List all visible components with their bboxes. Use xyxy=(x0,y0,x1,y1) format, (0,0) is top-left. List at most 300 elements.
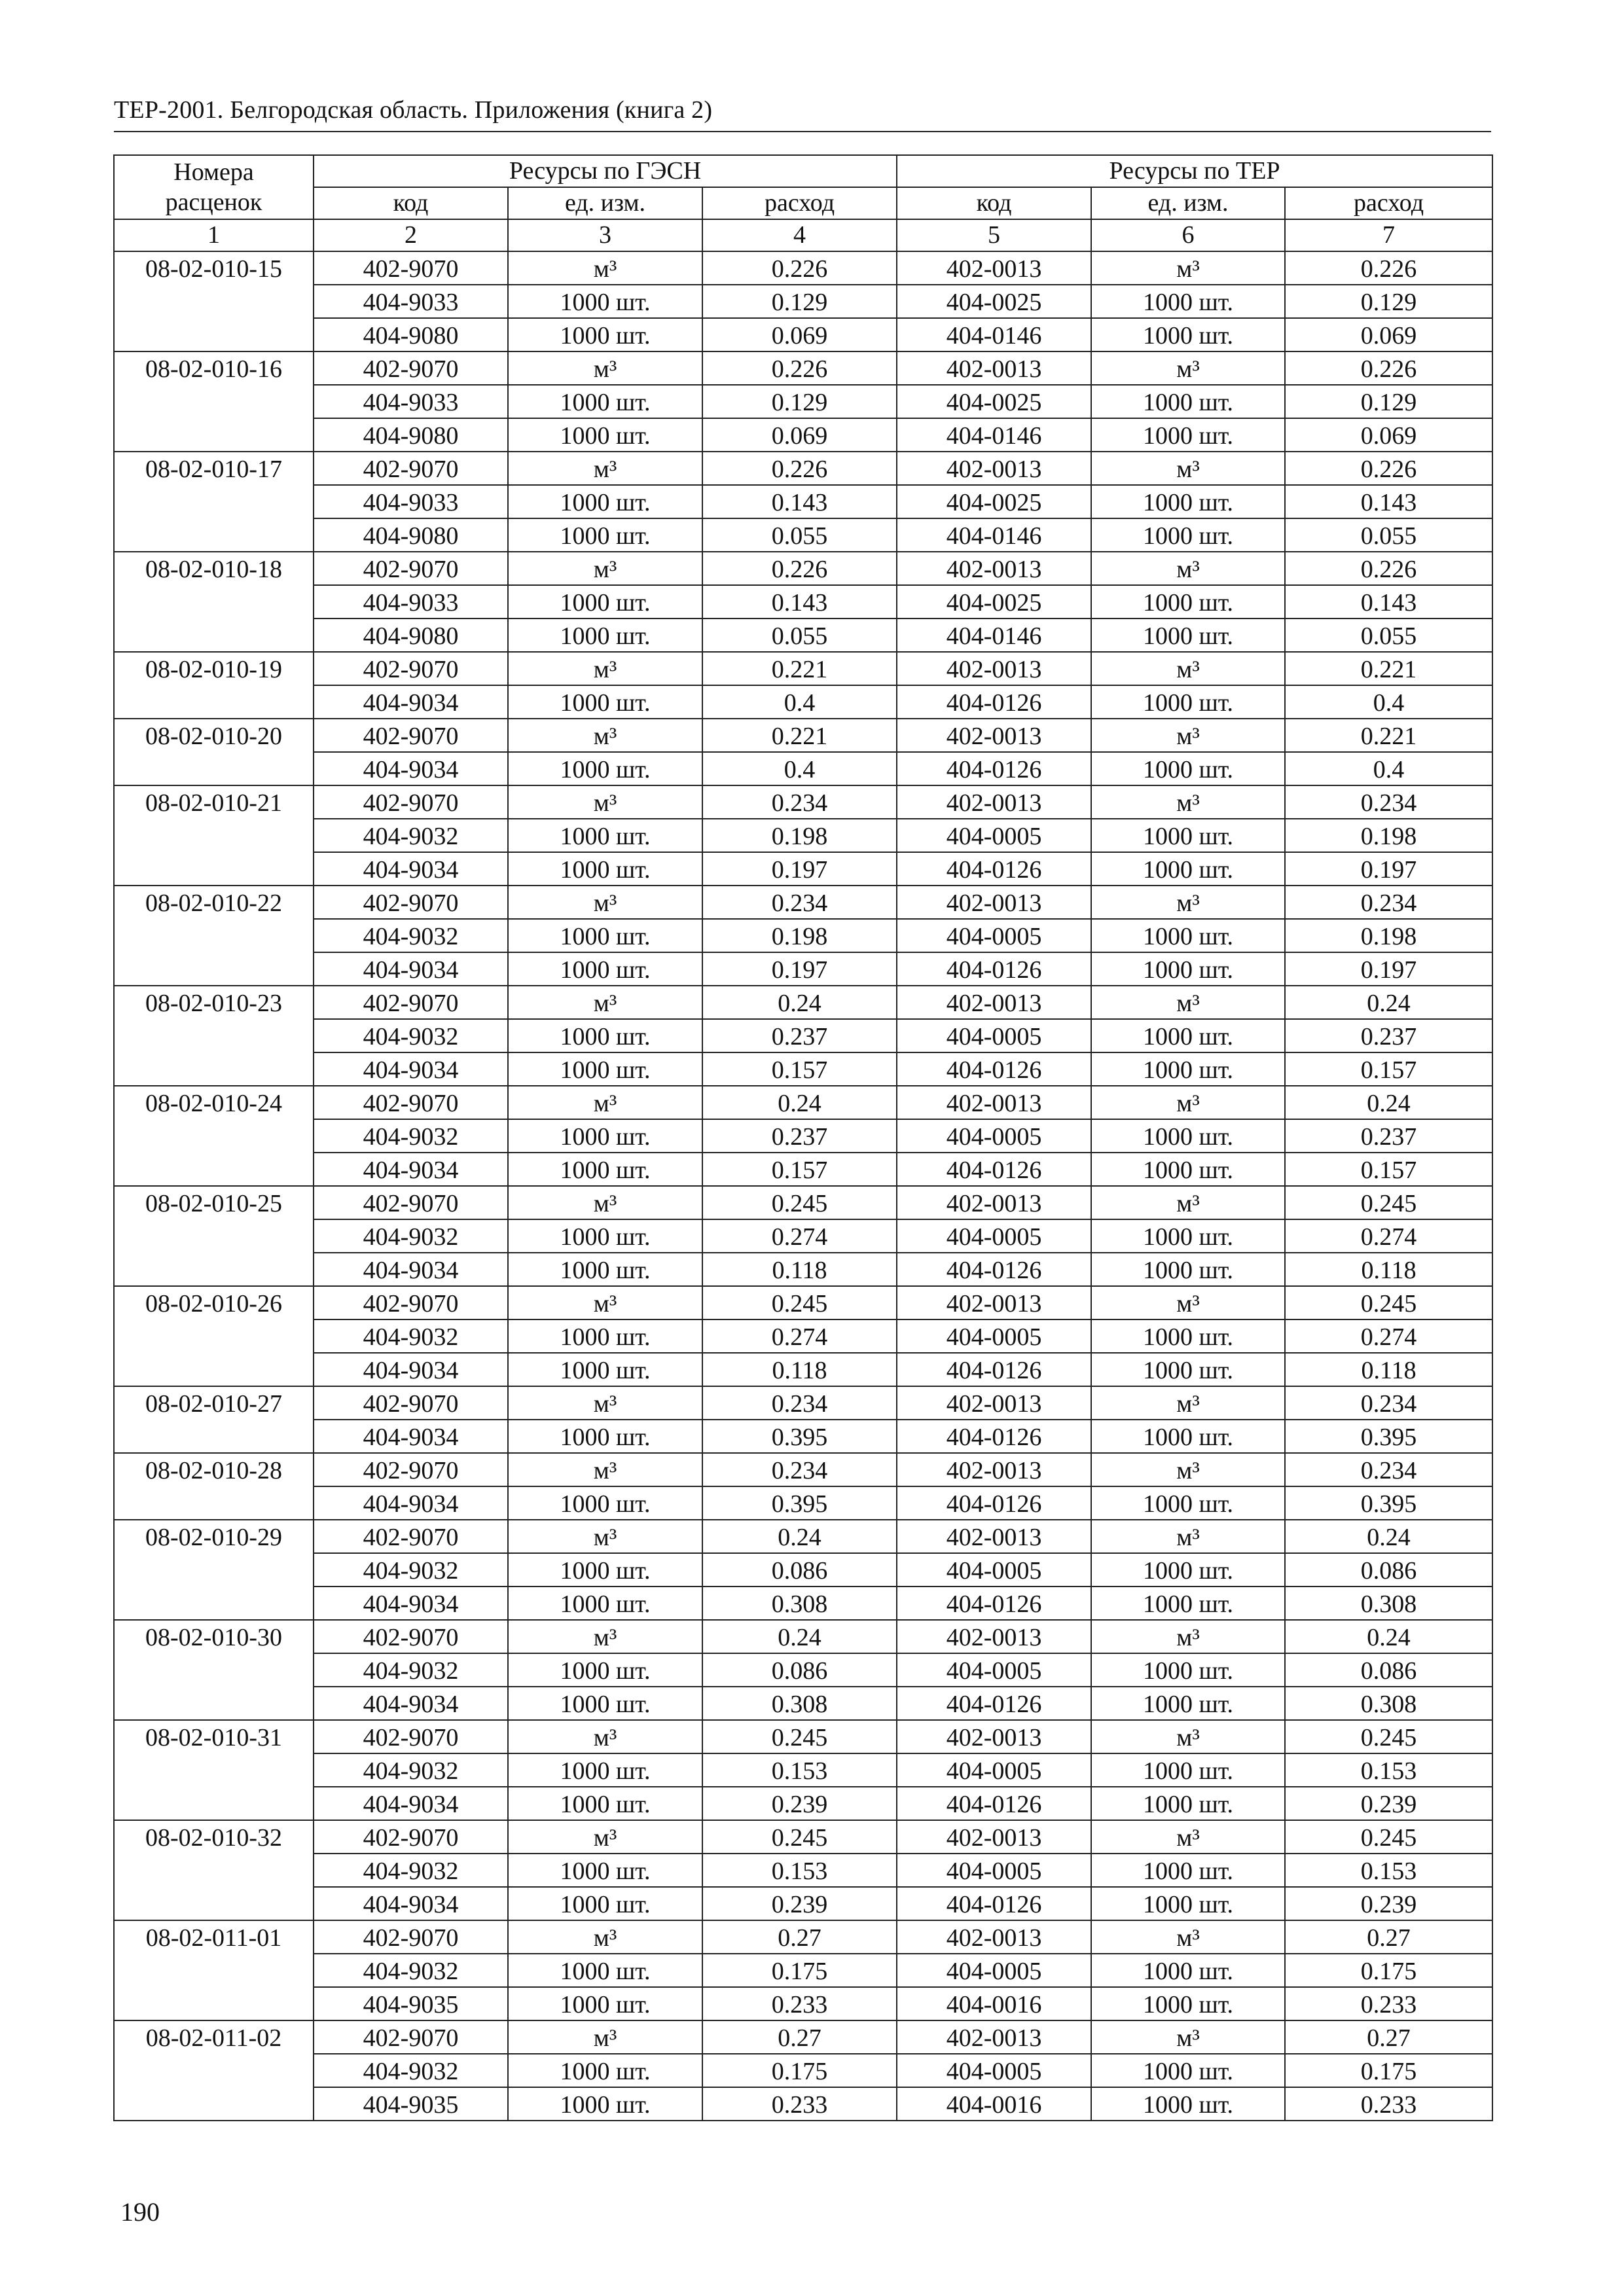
gesn-unit-cell: 1000 шт. xyxy=(508,1319,702,1353)
gesn-amount-cell: 0.27 xyxy=(702,1920,897,1954)
ter-unit-cell: м³ xyxy=(1091,1920,1285,1954)
gesn-code-cell: 404-9033 xyxy=(314,585,508,619)
gesn-unit-cell: м³ xyxy=(508,1286,702,1319)
ter-code-cell: 402-0013 xyxy=(897,719,1091,752)
gesn-unit-cell: 1000 шт. xyxy=(508,952,702,986)
table-row xyxy=(114,719,1492,752)
gesn-amount-cell: 0.237 xyxy=(702,1019,897,1052)
table-row xyxy=(114,1787,1492,1820)
table-row xyxy=(114,685,1492,719)
rate-numbers-header: Номера расценок xyxy=(114,155,314,219)
table-row xyxy=(114,1420,1492,1453)
rate-number-cell: 08-02-010-18 xyxy=(114,552,314,652)
gesn-code-cell: 404-9032 xyxy=(314,1119,508,1153)
ter-amount-cell: 0.226 xyxy=(1285,552,1492,585)
ter-unit-cell: 1000 шт. xyxy=(1091,1787,1285,1820)
ter-unit-cell: м³ xyxy=(1091,1186,1285,1219)
rate-number-cell: 08-02-011-01 xyxy=(114,1920,314,2020)
gesn-unit-cell: 1000 шт. xyxy=(508,1052,702,1086)
gesn-unit-cell: 1000 шт. xyxy=(508,1753,702,1787)
gesn-unit-cell: 1000 шт. xyxy=(508,752,702,785)
ter-unit-cell: 1000 шт. xyxy=(1091,1587,1285,1620)
gesn-amount-header: расход xyxy=(702,187,897,219)
gesn-code-cell: 404-9032 xyxy=(314,1854,508,1887)
ter-code-cell: 404-0025 xyxy=(897,385,1091,418)
ter-unit-cell: м³ xyxy=(1091,1386,1285,1420)
ter-amount-cell: 0.055 xyxy=(1285,619,1492,652)
gesn-code-cell: 404-9035 xyxy=(314,1987,508,2020)
ter-amount-cell: 0.233 xyxy=(1285,1987,1492,2020)
ter-amount-cell: 0.069 xyxy=(1285,418,1492,452)
gesn-code-cell: 404-9033 xyxy=(314,385,508,418)
gesn-amount-cell: 0.226 xyxy=(702,251,897,285)
gesn-amount-cell: 0.055 xyxy=(702,619,897,652)
ter-unit-cell: 1000 шт. xyxy=(1091,952,1285,986)
gesn-code-cell: 404-9033 xyxy=(314,285,508,318)
ter-code-cell: 404-0146 xyxy=(897,318,1091,351)
rate-number-cell: 08-02-010-23 xyxy=(114,986,314,1086)
ter-code-cell: 404-0005 xyxy=(897,2054,1091,2087)
column-number: 6 xyxy=(1091,219,1285,251)
gesn-amount-cell: 0.069 xyxy=(702,318,897,351)
gesn-code-cell: 402-9070 xyxy=(314,552,508,585)
table-row xyxy=(114,1153,1492,1186)
gesn-unit-cell: 1000 шт. xyxy=(508,1887,702,1920)
ter-unit-cell: м³ xyxy=(1091,251,1285,285)
gesn-unit-cell: м³ xyxy=(508,1820,702,1854)
table-header xyxy=(114,155,1492,251)
gesn-amount-cell: 0.197 xyxy=(702,952,897,986)
table-row xyxy=(114,1119,1492,1153)
ter-amount-cell: 0.24 xyxy=(1285,986,1492,1019)
ter-unit-cell: м³ xyxy=(1091,652,1285,685)
ter-unit-cell: 1000 шт. xyxy=(1091,1253,1285,1286)
ter-amount-cell: 0.24 xyxy=(1285,1620,1492,1653)
gesn-amount-cell: 0.245 xyxy=(702,1286,897,1319)
gesn-code-cell: 402-9070 xyxy=(314,251,508,285)
rate-number-cell: 08-02-010-26 xyxy=(114,1286,314,1386)
gesn-unit-cell: 1000 шт. xyxy=(508,2054,702,2087)
ter-unit-cell: м³ xyxy=(1091,2020,1285,2054)
ter-unit-cell: м³ xyxy=(1091,1520,1285,1553)
gesn-amount-cell: 0.143 xyxy=(702,485,897,518)
gesn-code-cell: 402-9070 xyxy=(314,1620,508,1653)
gesn-code-cell: 404-9033 xyxy=(314,485,508,518)
ter-amount-cell: 0.086 xyxy=(1285,1653,1492,1687)
column-number: 1 xyxy=(114,219,314,251)
ter-code-cell: 404-0005 xyxy=(897,1019,1091,1052)
ter-code-cell: 402-0013 xyxy=(897,986,1091,1019)
gesn-code-cell: 404-9035 xyxy=(314,2087,508,2121)
ter-unit-cell: м³ xyxy=(1091,1086,1285,1119)
table-row xyxy=(114,585,1492,619)
ter-code-cell: 404-0126 xyxy=(897,1353,1091,1386)
ter-amount-cell: 0.274 xyxy=(1285,1219,1492,1253)
gesn-amount-cell: 0.308 xyxy=(702,1687,897,1720)
gesn-amount-cell: 0.221 xyxy=(702,719,897,752)
ter-unit-cell: 1000 шт. xyxy=(1091,518,1285,552)
gesn-amount-cell: 0.24 xyxy=(702,1086,897,1119)
ter-unit-cell: 1000 шт. xyxy=(1091,919,1285,952)
ter-code-cell: 404-0146 xyxy=(897,418,1091,452)
column-number: 4 xyxy=(702,219,897,251)
table-row xyxy=(114,652,1492,685)
ter-amount-cell: 0.24 xyxy=(1285,1520,1492,1553)
ter-code-cell: 404-0016 xyxy=(897,2087,1091,2121)
ter-code-cell: 402-0013 xyxy=(897,652,1091,685)
table-row xyxy=(114,2087,1492,2121)
gesn-amount-cell: 0.274 xyxy=(702,1319,897,1353)
gesn-unit-cell: м³ xyxy=(508,986,702,1019)
ter-amount-cell: 0.234 xyxy=(1285,886,1492,919)
ter-code-cell: 404-0126 xyxy=(897,1253,1091,1286)
ter-code-cell: 404-0126 xyxy=(897,685,1091,719)
gesn-code-cell: 404-9034 xyxy=(314,1486,508,1520)
gesn-code-cell: 404-9034 xyxy=(314,1052,508,1086)
gesn-code-cell: 402-9070 xyxy=(314,1720,508,1753)
gesn-amount-cell: 0.086 xyxy=(702,1553,897,1587)
ter-unit-cell: 1000 шт. xyxy=(1091,1353,1285,1386)
ter-amount-cell: 0.129 xyxy=(1285,285,1492,318)
ter-code-cell: 404-0126 xyxy=(897,1420,1091,1453)
gesn-amount-cell: 0.069 xyxy=(702,418,897,452)
ter-amount-cell: 0.233 xyxy=(1285,2087,1492,2121)
gesn-amount-cell: 0.086 xyxy=(702,1653,897,1687)
rate-number-cell: 08-02-010-32 xyxy=(114,1820,314,1920)
ter-group-header: Ресурсы по ТЕР xyxy=(897,155,1492,187)
gesn-unit-cell: 1000 шт. xyxy=(508,285,702,318)
gesn-unit-cell: 1000 шт. xyxy=(508,819,702,852)
ter-amount-cell: 0.237 xyxy=(1285,1119,1492,1153)
gesn-amount-cell: 0.395 xyxy=(702,1486,897,1520)
table-row xyxy=(114,1520,1492,1553)
gesn-amount-cell: 0.118 xyxy=(702,1353,897,1386)
resources-table xyxy=(113,154,1493,2121)
table-row xyxy=(114,285,1492,318)
table-body xyxy=(114,251,1492,2121)
ter-unit-cell: м³ xyxy=(1091,886,1285,919)
gesn-unit-cell: 1000 шт. xyxy=(508,619,702,652)
rate-number-cell: 08-02-010-19 xyxy=(114,652,314,719)
ter-amount-cell: 0.175 xyxy=(1285,1954,1492,1987)
ter-amount-cell: 0.198 xyxy=(1285,819,1492,852)
ter-code-cell: 404-0005 xyxy=(897,1553,1091,1587)
table-row xyxy=(114,1353,1492,1386)
gesn-unit-cell: 1000 шт. xyxy=(508,2087,702,2121)
ter-amount-cell: 0.245 xyxy=(1285,1820,1492,1854)
ter-unit-cell: 1000 шт. xyxy=(1091,1420,1285,1453)
gesn-code-cell: 404-9034 xyxy=(314,1687,508,1720)
ter-unit-cell: 1000 шт. xyxy=(1091,2087,1285,2121)
table-row xyxy=(114,452,1492,485)
ter-unit-cell: м³ xyxy=(1091,351,1285,385)
ter-code-cell: 404-0016 xyxy=(897,1987,1091,2020)
gesn-amount-cell: 0.24 xyxy=(702,1520,897,1553)
gesn-code-cell: 404-9034 xyxy=(314,752,508,785)
ter-code-cell: 404-0025 xyxy=(897,585,1091,619)
ter-code-cell: 402-0013 xyxy=(897,1453,1091,1486)
gesn-amount-cell: 0.234 xyxy=(702,785,897,819)
gesn-unit-cell: м³ xyxy=(508,1453,702,1486)
ter-amount-header: расход xyxy=(1285,187,1492,219)
ter-code-cell: 404-0005 xyxy=(897,819,1091,852)
ter-amount-cell: 0.245 xyxy=(1285,1720,1492,1753)
gesn-code-cell: 402-9070 xyxy=(314,1086,508,1119)
gesn-code-cell: 404-9080 xyxy=(314,318,508,351)
gesn-code-cell: 404-9032 xyxy=(314,819,508,852)
ter-amount-cell: 0.197 xyxy=(1285,852,1492,886)
gesn-code-cell: 404-9032 xyxy=(314,1019,508,1052)
ter-unit-cell: 1000 шт. xyxy=(1091,1153,1285,1186)
table-row xyxy=(114,385,1492,418)
table-row xyxy=(114,485,1492,518)
ter-code-cell: 402-0013 xyxy=(897,1086,1091,1119)
gesn-unit-cell: 1000 шт. xyxy=(508,1854,702,1887)
table-row xyxy=(114,852,1492,886)
table-row xyxy=(114,552,1492,585)
ter-code-cell: 404-0126 xyxy=(897,752,1091,785)
gesn-code-cell: 404-9034 xyxy=(314,952,508,986)
ter-code-cell: 404-0126 xyxy=(897,952,1091,986)
gesn-unit-cell: м³ xyxy=(508,2020,702,2054)
table-row xyxy=(114,1086,1492,1119)
gesn-unit-cell: м³ xyxy=(508,1620,702,1653)
ter-code-cell: 404-0005 xyxy=(897,1653,1091,1687)
gesn-unit-cell: 1000 шт. xyxy=(508,585,702,619)
gesn-unit-cell: м³ xyxy=(508,1386,702,1420)
gesn-amount-cell: 0.233 xyxy=(702,2087,897,2121)
gesn-unit-cell: 1000 шт. xyxy=(508,1119,702,1153)
table-row xyxy=(114,1987,1492,2020)
gesn-code-cell: 404-9034 xyxy=(314,1420,508,1453)
gesn-amount-cell: 0.274 xyxy=(702,1219,897,1253)
gesn-unit-cell: 1000 шт. xyxy=(508,418,702,452)
gesn-code-cell: 404-9080 xyxy=(314,418,508,452)
gesn-unit-cell: 1000 шт. xyxy=(508,1153,702,1186)
gesn-amount-cell: 0.198 xyxy=(702,919,897,952)
gesn-code-cell: 404-9032 xyxy=(314,1553,508,1587)
table-row xyxy=(114,518,1492,552)
table-row xyxy=(114,1753,1492,1787)
gesn-group-header: Ресурсы по ГЭСН xyxy=(314,155,897,187)
gesn-amount-cell: 0.234 xyxy=(702,1453,897,1486)
table-row xyxy=(114,752,1492,785)
ter-unit-cell: 1000 шт. xyxy=(1091,2054,1285,2087)
gesn-code-cell: 402-9070 xyxy=(314,1286,508,1319)
rate-number-cell: 08-02-010-20 xyxy=(114,719,314,785)
gesn-unit-cell: м³ xyxy=(508,785,702,819)
ter-code-cell: 404-0126 xyxy=(897,852,1091,886)
ter-code-cell: 402-0013 xyxy=(897,1920,1091,1954)
ter-unit-cell: м³ xyxy=(1091,1820,1285,1854)
ter-unit-cell: 1000 шт. xyxy=(1091,1753,1285,1787)
table-row xyxy=(114,1887,1492,1920)
ter-amount-cell: 0.4 xyxy=(1285,752,1492,785)
gesn-amount-cell: 0.198 xyxy=(702,819,897,852)
ter-amount-cell: 0.239 xyxy=(1285,1887,1492,1920)
table-row xyxy=(114,785,1492,819)
gesn-code-cell: 402-9070 xyxy=(314,1186,508,1219)
ter-amount-cell: 0.153 xyxy=(1285,1753,1492,1787)
ter-amount-cell: 0.27 xyxy=(1285,2020,1492,2054)
gesn-amount-cell: 0.129 xyxy=(702,385,897,418)
gesn-amount-cell: 0.245 xyxy=(702,1720,897,1753)
gesn-unit-cell: 1000 шт. xyxy=(508,1587,702,1620)
ter-code-cell: 402-0013 xyxy=(897,452,1091,485)
ter-amount-cell: 0.221 xyxy=(1285,652,1492,685)
ter-amount-cell: 0.274 xyxy=(1285,1319,1492,1353)
ter-unit-cell: 1000 шт. xyxy=(1091,685,1285,719)
table-row xyxy=(114,2054,1492,2087)
gesn-unit-cell: 1000 шт. xyxy=(508,1420,702,1453)
gesn-unit-cell: м³ xyxy=(508,1186,702,1219)
gesn-code-cell: 404-9032 xyxy=(314,2054,508,2087)
gesn-unit-cell: 1000 шт. xyxy=(508,318,702,351)
table-row xyxy=(114,1319,1492,1353)
table-row xyxy=(114,1854,1492,1887)
table-row xyxy=(114,1386,1492,1420)
table-row xyxy=(114,1620,1492,1653)
rate-number-cell: 08-02-010-28 xyxy=(114,1453,314,1520)
gesn-amount-cell: 0.4 xyxy=(702,685,897,719)
ter-unit-cell: 1000 шт. xyxy=(1091,1219,1285,1253)
table-row xyxy=(114,619,1492,652)
ter-amount-cell: 0.118 xyxy=(1285,1353,1492,1386)
ter-code-cell: 404-0146 xyxy=(897,518,1091,552)
ter-amount-cell: 0.118 xyxy=(1285,1253,1492,1286)
ter-amount-cell: 0.129 xyxy=(1285,385,1492,418)
ter-code-cell: 404-0126 xyxy=(897,1587,1091,1620)
table-row xyxy=(114,1820,1492,1854)
gesn-amount-cell: 0.4 xyxy=(702,752,897,785)
ter-amount-cell: 0.24 xyxy=(1285,1086,1492,1119)
gesn-unit-cell: 1000 шт. xyxy=(508,1987,702,2020)
gesn-unit-cell: 1000 шт. xyxy=(508,1653,702,1687)
ter-code-cell: 402-0013 xyxy=(897,2020,1091,2054)
gesn-amount-cell: 0.239 xyxy=(702,1787,897,1820)
ter-code-cell: 404-0005 xyxy=(897,1753,1091,1787)
rate-number-cell: 08-02-010-29 xyxy=(114,1520,314,1620)
gesn-amount-cell: 0.24 xyxy=(702,1620,897,1653)
ter-unit-header: ед. изм. xyxy=(1091,187,1285,219)
ter-unit-cell: м³ xyxy=(1091,1286,1285,1319)
ter-code-cell: 402-0013 xyxy=(897,251,1091,285)
ter-code-cell: 404-0126 xyxy=(897,1887,1091,1920)
gesn-code-cell: 402-9070 xyxy=(314,1820,508,1854)
ter-code-cell: 402-0013 xyxy=(897,1386,1091,1420)
gesn-amount-cell: 0.395 xyxy=(702,1420,897,1453)
gesn-code-cell: 402-9070 xyxy=(314,719,508,752)
rate-number-cell: 08-02-010-15 xyxy=(114,251,314,351)
ter-amount-cell: 0.086 xyxy=(1285,1553,1492,1587)
gesn-code-cell: 402-9070 xyxy=(314,1920,508,1954)
gesn-amount-cell: 0.143 xyxy=(702,585,897,619)
gesn-code-cell: 402-9070 xyxy=(314,986,508,1019)
ter-code-cell: 402-0013 xyxy=(897,785,1091,819)
table-row xyxy=(114,1587,1492,1620)
ter-code-cell: 402-0013 xyxy=(897,1520,1091,1553)
gesn-unit-cell: м³ xyxy=(508,652,702,685)
gesn-code-cell: 402-9070 xyxy=(314,351,508,385)
table-row xyxy=(114,1253,1492,1286)
gesn-unit-cell: 1000 шт. xyxy=(508,1954,702,1987)
gesn-code-cell: 402-9070 xyxy=(314,1386,508,1420)
ter-code-cell: 402-0013 xyxy=(897,1186,1091,1219)
gesn-code-cell: 402-9070 xyxy=(314,1453,508,1486)
ter-unit-cell: 1000 шт. xyxy=(1091,385,1285,418)
gesn-unit-cell: 1000 шт. xyxy=(508,1486,702,1520)
ter-code-cell: 402-0013 xyxy=(897,1720,1091,1753)
gesn-unit-cell: 1000 шт. xyxy=(508,1787,702,1820)
table-row xyxy=(114,1954,1492,1987)
table-row xyxy=(114,886,1492,919)
ter-amount-cell: 0.395 xyxy=(1285,1486,1492,1520)
ter-code-cell: 402-0013 xyxy=(897,1286,1091,1319)
ter-unit-cell: 1000 шт. xyxy=(1091,1553,1285,1587)
gesn-unit-cell: 1000 шт. xyxy=(508,1219,702,1253)
table-row xyxy=(114,1486,1492,1520)
column-number: 5 xyxy=(897,219,1091,251)
gesn-amount-cell: 0.24 xyxy=(702,986,897,1019)
gesn-code-cell: 402-9070 xyxy=(314,452,508,485)
rate-number-cell: 08-02-010-16 xyxy=(114,351,314,452)
ter-amount-cell: 0.245 xyxy=(1285,1186,1492,1219)
gesn-unit-cell: м³ xyxy=(508,719,702,752)
ter-unit-cell: 1000 шт. xyxy=(1091,1687,1285,1720)
ter-amount-cell: 0.197 xyxy=(1285,952,1492,986)
gesn-code-cell: 404-9080 xyxy=(314,619,508,652)
gesn-amount-cell: 0.129 xyxy=(702,285,897,318)
gesn-unit-cell: м³ xyxy=(508,251,702,285)
ter-amount-cell: 0.143 xyxy=(1285,585,1492,619)
gesn-amount-cell: 0.245 xyxy=(702,1820,897,1854)
table-row xyxy=(114,351,1492,385)
gesn-code-cell: 404-9032 xyxy=(314,1319,508,1353)
gesn-unit-cell: 1000 шт. xyxy=(508,1253,702,1286)
gesn-unit-cell: 1000 шт. xyxy=(508,1553,702,1587)
ter-unit-cell: 1000 шт. xyxy=(1091,1653,1285,1687)
ter-unit-cell: 1000 шт. xyxy=(1091,418,1285,452)
table-row xyxy=(114,1019,1492,1052)
running-title: ТЕР-2001. Белгородская область. Приложения (книга 2) xyxy=(114,96,713,124)
page-number: 190 xyxy=(120,2197,160,2227)
table-row xyxy=(114,819,1492,852)
table-row xyxy=(114,2020,1492,2054)
ter-amount-cell: 0.234 xyxy=(1285,1386,1492,1420)
ter-code-cell: 404-0126 xyxy=(897,1153,1091,1186)
gesn-code-cell: 402-9070 xyxy=(314,2020,508,2054)
gesn-amount-cell: 0.245 xyxy=(702,1186,897,1219)
ter-amount-cell: 0.237 xyxy=(1285,1019,1492,1052)
ter-unit-cell: м³ xyxy=(1091,1453,1285,1486)
ter-code-cell: 404-0025 xyxy=(897,485,1091,518)
ter-code-cell: 404-0126 xyxy=(897,1787,1091,1820)
ter-code-header: код xyxy=(897,187,1091,219)
table-row xyxy=(114,1286,1492,1319)
ter-amount-cell: 0.239 xyxy=(1285,1787,1492,1820)
gesn-amount-cell: 0.308 xyxy=(702,1587,897,1620)
ter-unit-cell: 1000 шт. xyxy=(1091,1319,1285,1353)
gesn-unit-cell: 1000 шт. xyxy=(508,1687,702,1720)
gesn-unit-cell: 1000 шт. xyxy=(508,1019,702,1052)
ter-code-cell: 404-0126 xyxy=(897,1486,1091,1520)
gesn-code-cell: 404-9034 xyxy=(314,1153,508,1186)
ter-amount-cell: 0.245 xyxy=(1285,1286,1492,1319)
rate-number-cell: 08-02-010-17 xyxy=(114,452,314,552)
rate-number-cell: 08-02-011-02 xyxy=(114,2020,314,2121)
gesn-amount-cell: 0.237 xyxy=(702,1119,897,1153)
ter-code-cell: 404-0005 xyxy=(897,1219,1091,1253)
